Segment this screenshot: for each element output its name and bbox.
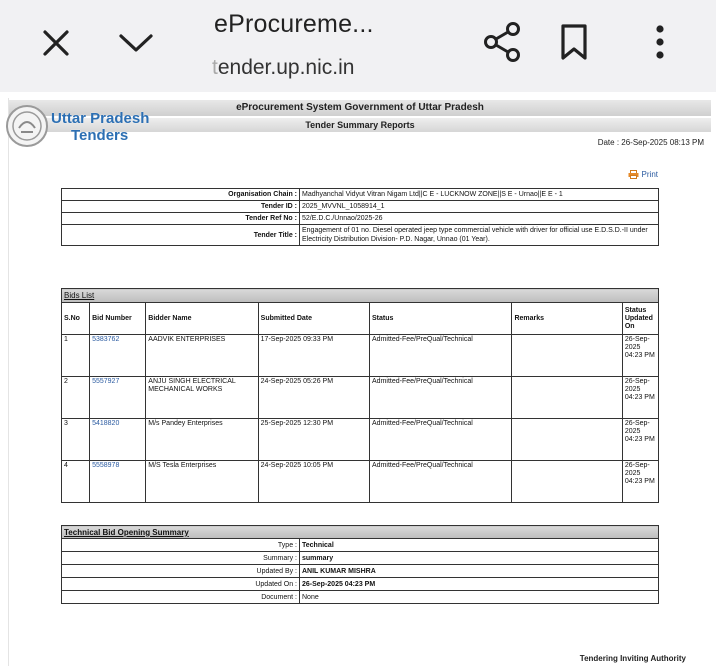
column-header: Status xyxy=(370,303,512,335)
column-header: S.No xyxy=(62,303,90,335)
status-updated-on: 26-Sep-2025 04:23 PM xyxy=(622,335,658,377)
summary-row xyxy=(62,591,659,604)
bid-remarks xyxy=(512,377,622,419)
summary-row xyxy=(62,539,659,552)
site-logo-text[interactable] xyxy=(51,110,149,144)
summary-label: Document : xyxy=(62,591,300,604)
system-title: eProcurement System Government of Uttar Pradesh xyxy=(9,100,711,116)
share-icon[interactable] xyxy=(478,18,526,66)
summary-row xyxy=(62,565,659,578)
column-header: Bid Number xyxy=(90,303,146,335)
bid-sno: 2 xyxy=(62,377,90,419)
bid-number-link[interactable]: 5558978 xyxy=(90,461,146,503)
bid-sno: 4 xyxy=(62,461,90,503)
report-title: Tender Summary Reports xyxy=(9,118,711,132)
info-row xyxy=(62,201,659,213)
info-row xyxy=(62,225,659,246)
bidder-name: ANJU SINGH ELECTRICAL MECHANICAL WORKS xyxy=(146,377,258,419)
table-row xyxy=(62,461,659,503)
browser-toolbar xyxy=(0,0,716,92)
bidder-name: AADVIK ENTERPRISES xyxy=(146,335,258,377)
summary-label: Type : xyxy=(62,539,300,552)
bid-remarks xyxy=(512,419,622,461)
column-header: Bidder Name xyxy=(146,303,258,335)
more-options-icon[interactable] xyxy=(642,18,678,66)
printer-icon xyxy=(628,170,639,179)
bid-status: Admitted-Fee/PreQual/Technical xyxy=(370,419,512,461)
info-label: Tender ID : xyxy=(62,201,300,213)
tab-title: eProcureme... xyxy=(214,10,374,38)
bid-number-link[interactable]: 5418820 xyxy=(90,419,146,461)
technical-summary-table xyxy=(61,525,659,604)
bid-status: Admitted-Fee/PreQual/Technical xyxy=(370,461,512,503)
summary-value: summary xyxy=(300,552,659,565)
bids-list-caption: Bids List xyxy=(62,289,659,303)
summary-label: Updated On : xyxy=(62,578,300,591)
table-row xyxy=(62,377,659,419)
info-label: Tender Title : xyxy=(62,225,300,246)
url-host: ender.up.nic.in xyxy=(217,56,355,79)
info-label: Tender Ref No : xyxy=(62,213,300,225)
report-date: Date : 26-Sep-2025 08:13 PM xyxy=(597,138,704,147)
status-updated-on: 26-Sep-2025 04:23 PM xyxy=(622,461,658,503)
bid-sno: 1 xyxy=(62,335,90,377)
column-header: Remarks xyxy=(512,303,622,335)
summary-value: 26-Sep-2025 04:23 PM xyxy=(300,578,659,591)
submitted-date: 24-Sep-2025 05:26 PM xyxy=(258,377,369,419)
table-row xyxy=(62,335,659,377)
info-value: 2025_MVVNL_1058914_1 xyxy=(300,201,659,213)
tender-info-table xyxy=(61,188,659,246)
close-icon[interactable] xyxy=(34,24,78,62)
info-row xyxy=(62,213,659,225)
submitted-date: 25-Sep-2025 12:30 PM xyxy=(258,419,369,461)
chevron-down-icon[interactable] xyxy=(112,24,160,62)
column-header: Submitted Date xyxy=(258,303,369,335)
up-emblem-logo xyxy=(3,102,51,150)
submitted-date: 17-Sep-2025 09:33 PM xyxy=(258,335,369,377)
bids-list-table xyxy=(61,288,659,503)
info-value: Engagement of 01 no. Diesel operated jeep type commercial vehicle with driver for official use E.D.S.D.-II under Electricity Distribution Division- P.D. Nagar, Unnao (01 Year). xyxy=(300,225,659,246)
summary-row xyxy=(62,552,659,565)
table-row xyxy=(62,419,659,461)
tendering-authority: Tendering Inviting Authority xyxy=(579,654,686,663)
technical-summary-caption: Technical Bid Opening Summary xyxy=(62,526,659,539)
summary-label: Updated By : xyxy=(62,565,300,578)
info-value: 52/E.D.C./Unnao/2025-26 xyxy=(300,213,659,225)
status-updated-on: 26-Sep-2025 04:23 PM xyxy=(622,377,658,419)
bid-status: Admitted-Fee/PreQual/Technical xyxy=(370,377,512,419)
bid-sno: 3 xyxy=(62,419,90,461)
info-value: Madhyanchal Vidyut Vitran Nigam Ltd||C E - LUCKNOW ZONE||S E - Urnao||E E - 1 xyxy=(300,189,659,201)
status-updated-on: 26-Sep-2025 04:23 PM xyxy=(622,419,658,461)
bid-number-link[interactable]: 5383762 xyxy=(90,335,146,377)
bookmark-icon[interactable] xyxy=(552,18,596,66)
logo-line1: Uttar Pradesh xyxy=(51,110,150,127)
info-label: Organisation Chain : xyxy=(62,189,300,201)
bidder-name: M/S Tesla Enterprises xyxy=(146,461,258,503)
summary-label: Summary : xyxy=(62,552,300,565)
summary-value: None xyxy=(300,591,659,604)
submitted-date: 24-Sep-2025 10:05 PM xyxy=(258,461,369,503)
bid-number-link[interactable]: 5557927 xyxy=(90,377,146,419)
page-content xyxy=(8,98,710,666)
info-row xyxy=(62,189,659,201)
bid-remarks xyxy=(512,461,622,503)
url-bar[interactable] xyxy=(212,56,354,80)
summary-value: Technical xyxy=(300,539,659,552)
print-link[interactable] xyxy=(628,170,658,179)
summary-row xyxy=(62,578,659,591)
column-header: Status Updated On xyxy=(622,303,658,335)
bid-status: Admitted-Fee/PreQual/Technical xyxy=(370,335,512,377)
url-prefix: t xyxy=(212,56,218,79)
bid-remarks xyxy=(512,335,622,377)
summary-value: ANIL KUMAR MISHRA xyxy=(300,565,659,578)
print-label: Print xyxy=(641,170,658,179)
bidder-name: M/s Pandey Enterprises xyxy=(146,419,258,461)
logo-line2: Tenders xyxy=(71,127,129,144)
